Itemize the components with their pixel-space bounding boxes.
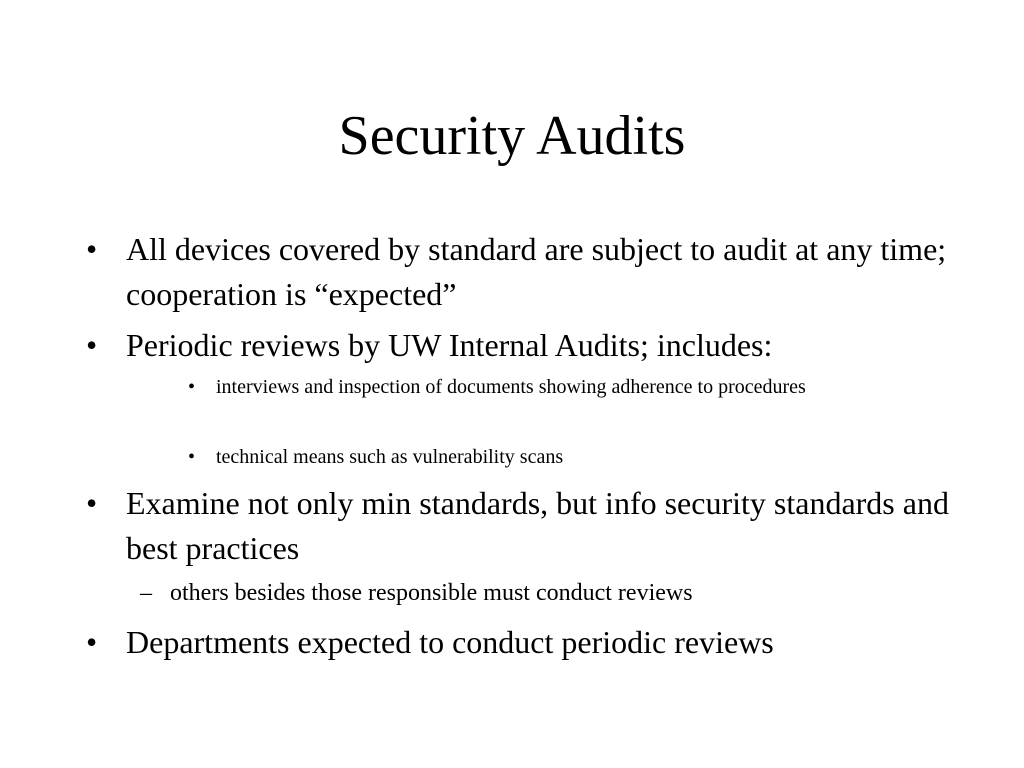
bullet-marker: • xyxy=(86,231,98,267)
sub-bullet-marker: • xyxy=(188,376,196,398)
bullet-marker: • xyxy=(86,624,98,660)
bullet-marker: • xyxy=(86,485,98,521)
bullet-text: Examine not only min standards, but info security standards and best practices xyxy=(126,485,949,566)
bullet-text: All devices covered by standard are subject to audit at any time; cooperation is “expected” xyxy=(126,231,947,312)
sub-bullet-text: others besides those responsible must conduct reviews xyxy=(170,580,693,606)
sub-bullet-text: technical means such as vulnerability scans xyxy=(216,446,564,468)
bullet-marker: • xyxy=(86,327,98,363)
bullet-text: Departments expected to conduct periodic reviews xyxy=(126,624,774,660)
slide-title: Security Audits xyxy=(338,105,686,167)
sub-bullet-marker: • xyxy=(188,446,196,468)
sub-bullet-marker: – xyxy=(140,580,152,606)
sub-bullet-text: interviews and inspection of documents showing adherence to procedures xyxy=(216,376,806,398)
bullet-text: Periodic reviews by UW Internal Audits; includes: xyxy=(126,327,773,363)
